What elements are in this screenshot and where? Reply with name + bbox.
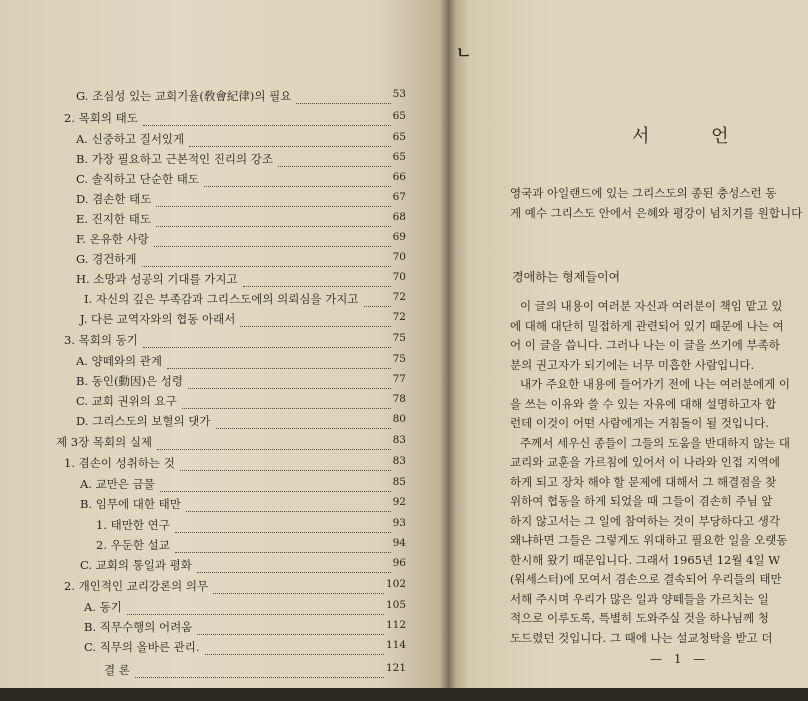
toc-leader-dots xyxy=(296,83,391,104)
toc-entry-label: 2. 목회의 태도 xyxy=(64,111,138,125)
toc-leader-dots xyxy=(197,614,384,635)
toc-entry-label: 1. 태만한 연구 xyxy=(96,518,170,532)
toc-entry-label: A. 동기 xyxy=(84,600,122,614)
toc-entry-page: 94 xyxy=(392,537,406,549)
preface-line: 도드렸던 것입니다. 그 때에 나는 설교청탁을 받고 더 xyxy=(510,630,773,645)
toc-leader-dots xyxy=(167,348,391,369)
preface-line: 주께서 세우신 종들이 그들의 도움을 반대하지 않는 대 xyxy=(520,435,790,450)
toc-entry-label: G. 경건하게 xyxy=(76,252,137,266)
toc-entry-label: G. 조심성 있는 교회기율(敎會紀律)의 필요 xyxy=(76,89,292,103)
preface-line: 에 대해 대단히 밀접하게 관련되어 있기 때문에 나는 여 xyxy=(510,318,784,333)
preface-line: 하게 되고 장차 해야 할 문제에 대해서 그 해결점을 찾 xyxy=(510,474,777,489)
toc-entry-page: 67 xyxy=(392,191,406,203)
preface-title: 서 언 xyxy=(632,126,757,147)
preface-line: 이 글의 내용이 여러분 자신과 여러분이 책임 맡고 있 xyxy=(520,299,783,313)
preface-line: 하지 않고서는 그 일에 참여하는 것이 부당하다고 생각 xyxy=(510,513,780,528)
toc-entry-page: 83 xyxy=(392,455,406,467)
toc-entry-label: B. 임무에 대한 태만 xyxy=(80,497,181,511)
page-number: — 1 — xyxy=(650,652,710,666)
toc-leader-dots xyxy=(160,471,391,492)
toc-leader-dots xyxy=(188,368,391,389)
book-gutter xyxy=(440,0,456,701)
toc-entry-label: 1. 겸손이 성취하는 것 xyxy=(64,456,175,470)
toc-entry-label: C. 솔직하고 단순한 태도 xyxy=(76,172,199,186)
toc-entry-page: 65 xyxy=(392,151,406,163)
toc-leader-dots xyxy=(127,594,384,615)
preface-line: 런데 이것이 어떤 사람에게는 거침돌이 될 것입니다. xyxy=(510,416,769,430)
toc-entry-label: H. 소망과 성공의 기대를 가지고 xyxy=(76,272,238,286)
toc-entry-page: 121 xyxy=(385,662,406,674)
toc-entry-page: 102 xyxy=(385,578,406,590)
toc-leader-dots xyxy=(175,512,391,533)
salutation: 경애하는 형제들이여 xyxy=(512,270,621,284)
toc-leader-dots xyxy=(182,388,391,409)
preface-line: (워세스터)에 모여서 겸손으로 결속되어 우리들의 태만 xyxy=(510,572,782,586)
toc-entry-label: 2. 개인적인 교리강론의 의무 xyxy=(64,579,209,593)
toc-entry-page: 68 xyxy=(392,211,406,223)
toc-entry xyxy=(0,662,448,682)
toc-leader-dots xyxy=(204,166,391,187)
toc-entry-label: 3. 목회의 동기 xyxy=(64,333,138,347)
toc-entry-page: 70 xyxy=(392,271,406,283)
preface-line: 적으로 이루도록, 특별히 도와주실 것을 하나님께 청 xyxy=(510,611,769,625)
toc-entry-page: 83 xyxy=(392,434,406,446)
toc-entry-page: 96 xyxy=(392,557,406,569)
toc-entry-page: 92 xyxy=(392,496,406,508)
toc-entry-label: E. 진지한 태도 xyxy=(76,212,151,226)
toc-entry-page: 75 xyxy=(392,332,406,344)
toc-leader-dots xyxy=(156,186,391,207)
preface-line: 을 쓰는 이유와 쓸 수 있는 자유에 대해 설명하고자 합 xyxy=(510,396,777,411)
toc-leader-dots xyxy=(364,286,391,307)
toc-leader-dots xyxy=(157,429,391,450)
toc-entry-page: 105 xyxy=(385,599,406,611)
toc-entry-page: 114 xyxy=(385,639,406,651)
toc-entry-page: 80 xyxy=(392,413,406,425)
preface-line: 어 이 글을 씁니다. 그러나 나는 이 글을 쓰기에 부족하 xyxy=(510,338,780,352)
toc-leader-dots xyxy=(216,408,391,429)
toc-entry-page: 112 xyxy=(385,619,406,631)
toc-entry xyxy=(0,639,448,659)
toc-entry-label: D. 겸손한 태도 xyxy=(76,192,152,206)
toc-leader-dots xyxy=(135,657,384,678)
toc-entry-label: F. 온유한 사랑 xyxy=(76,232,149,246)
toc-entry-page: 72 xyxy=(392,311,406,323)
toc-leader-dots xyxy=(205,634,384,655)
preface-line: 내가 주요한 내용에 들어가기 전에 나는 여러분에게 이 xyxy=(520,377,790,391)
toc-entry-page: 75 xyxy=(392,353,406,365)
toc-entry-label: 2. 우둔한 설교 xyxy=(96,538,170,552)
toc-entry-label: B. 가장 필요하고 근본적인 진리의 강조 xyxy=(76,152,274,166)
table-edge xyxy=(0,688,808,701)
toc-entry-label: A. 양떼와의 관계 xyxy=(76,354,162,368)
toc-entry-label: C. 교회 권위의 요구 xyxy=(76,394,177,408)
toc-entry-label: A. 교만은 금물 xyxy=(80,477,155,491)
toc-entry-label: B. 동인(動因)은 성령 xyxy=(76,374,183,388)
preface-line: 서해 주시며 우리가 많은 일과 양떼들을 가르치는 일 xyxy=(510,591,769,606)
toc-entry-page: 70 xyxy=(392,251,406,263)
toc-leader-dots xyxy=(186,491,391,512)
toc-entry-label: B. 직무수행의 어려움 xyxy=(84,620,193,634)
toc-entry-page: 65 xyxy=(392,131,406,143)
toc-leader-dots xyxy=(156,206,391,227)
toc-entry-label: J. 다른 교역자와의 협동 아래서 xyxy=(80,312,236,326)
toc-leader-dots xyxy=(143,327,391,348)
toc-entry-label: C. 직무의 올바른 관리. xyxy=(84,640,200,654)
toc-leader-dots xyxy=(243,266,391,287)
preface-line: 한시해 왔기 때문입니다. 그래서 1965년 12월 4일 W xyxy=(510,552,781,567)
intro-line: 게 예수 그리스도 안에서 은혜와 평강이 넘치기를 원합니다 xyxy=(510,206,803,220)
preface-line: 분의 권고자가 되기에는 너무 미흡한 사람입니다. xyxy=(510,357,755,372)
toc-entry-label: A. 신중하고 질서있게 xyxy=(76,132,185,146)
toc-entry-page: 77 xyxy=(392,373,406,385)
toc-entry-page: 53 xyxy=(392,88,406,100)
preface-line: 위하여 협동을 하게 되었을 때 그들이 겸손히 주님 앞 xyxy=(510,494,773,508)
toc-entry-label: I. 자신의 깊은 부족감과 그리스도에의 의뢰심을 가지고 xyxy=(84,292,359,306)
toc-entry-page: 93 xyxy=(392,517,406,529)
toc-leader-dots xyxy=(180,450,391,471)
toc-entry-page: 78 xyxy=(392,393,406,405)
intro-line: 영국과 아일랜드에 있는 그리스도의 종된 충성스런 동 xyxy=(510,186,777,200)
toc-entry-label: C. 교회의 통일과 평화 xyxy=(80,558,192,572)
toc-leader-dots xyxy=(154,226,391,247)
toc-entry-page: 69 xyxy=(392,231,406,243)
toc-entry-page: 66 xyxy=(392,171,406,183)
toc-entry-page: 65 xyxy=(392,110,406,122)
toc-entry-page: 72 xyxy=(392,291,406,303)
toc-leader-dots xyxy=(197,552,391,573)
toc-leader-dots xyxy=(278,146,391,167)
toc-leader-dots xyxy=(143,105,391,126)
toc-leader-dots xyxy=(189,126,391,147)
toc-leader-dots xyxy=(240,306,391,327)
toc-leader-dots xyxy=(142,246,391,267)
preface-line: 교리와 교훈을 가르침에 있어서 이 나라와 인접 지역에 xyxy=(510,455,780,469)
toc-leader-dots xyxy=(213,573,384,594)
corner-mark: ㄴ xyxy=(456,43,472,62)
toc-entry-label: D. 그리스도의 보혈의 댓가 xyxy=(76,414,211,428)
toc-entry-label: 결 론 xyxy=(104,663,130,677)
toc-entry-page: 85 xyxy=(392,476,406,488)
toc-entry-label: 제 3장 목회의 실제 xyxy=(56,435,153,449)
toc-leader-dots xyxy=(175,532,391,553)
preface-line: 왜냐하면 그들은 그렇게도 위대하고 필요한 일을 오랫동 xyxy=(510,533,788,547)
